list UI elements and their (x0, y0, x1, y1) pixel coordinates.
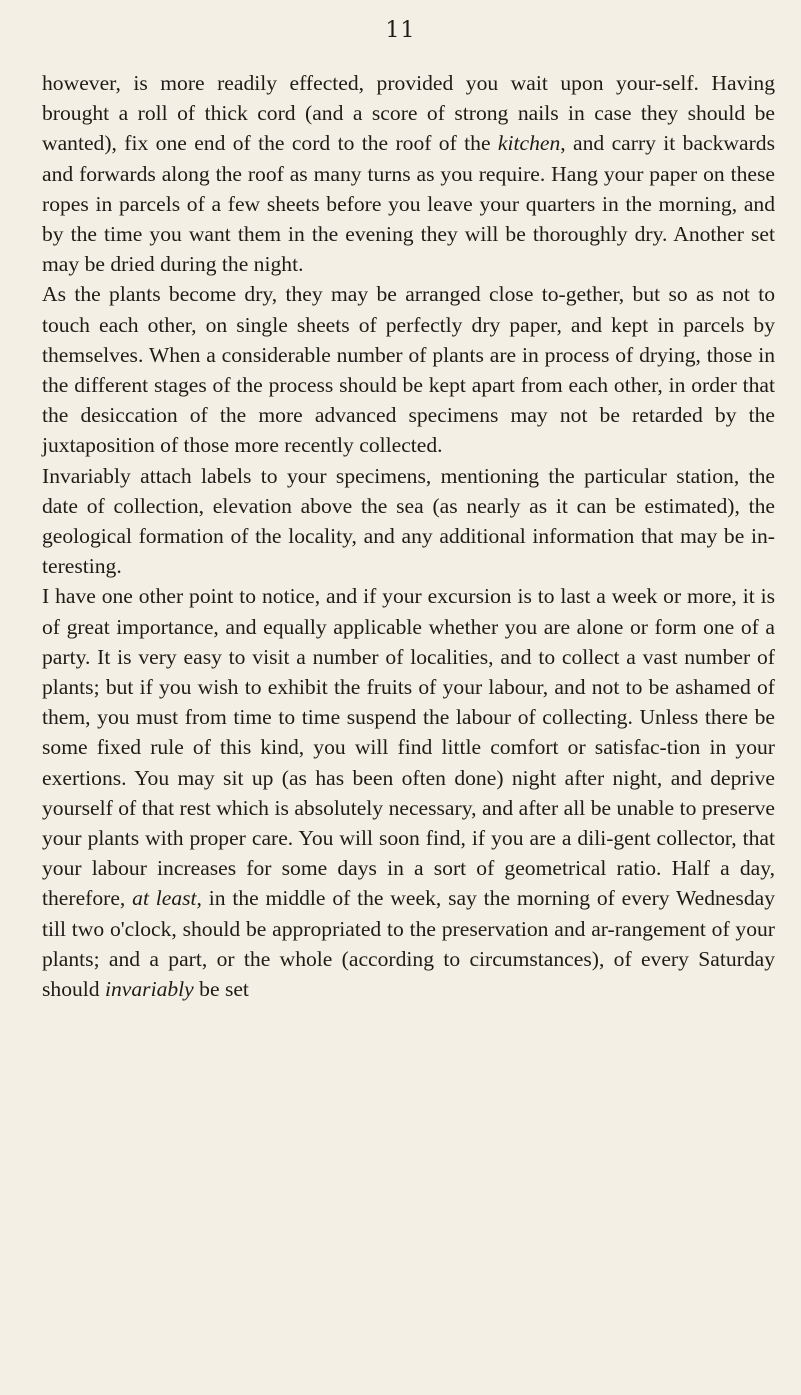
body-text (42, 68, 775, 1004)
paragraph-suspend-collecting (42, 581, 775, 1004)
text-span: , in the middle of the week, say the morning of every Wednesday till two o'clock, should be appropriated to the preservation and ar-rangement of your plants; and a part, or the whole (according to circumstances), of every Saturday should (42, 886, 776, 1002)
text-span: I have one other point to notice, and if your excursion is to last a week or more, it is of great importance, and equally applicable whether you are alone or form one of a party. It is very easy to visit a number of localities, and to collect a vast number of plants; but if you wish to exhibit the fruits of your labour, and not to be ashamed of them, you must from time to time suspend the labour of collecting. Unless there be some fixed rule of this kind, you will find little comfort or satisfac-tion in your exertions. You may sit up (as has been often done) night after night, and deprive yourself of that rest which is absolutely necessary, and after all be unable to preserve your plants with proper care. You will soon find, if you are a dili-gent collector, that your labour increases for some days in a sort of geometrical ratio. Half a day, therefore, (42, 584, 775, 911)
text-span: however, is more readily effected, provided you wait upon your-self. Having brought a roll of thick cord (and a score of strong nails in case they should be wanted), fix one end of the cord to the roof of the (42, 71, 775, 156)
italic-invariably: invariably (105, 977, 194, 1002)
page-number: 11 (385, 18, 416, 43)
italic-kitchen: kitchen (497, 131, 561, 156)
text-span: , and carry it backwards and forwards along the roof as many turns as you require. Hang your paper on these ropes in parcels of a few sheets before you leave your quarters in the morning, and by the time you want them in the evening they will be thoroughly dry. Another set may be dried during the night. (42, 131, 775, 277)
paragraph-arranging-plants (42, 279, 775, 460)
text-span: Invariably attach labels to your specimens, mentioning the particular station, the date of collection, elevation above the sea (as nearly as it can be estimated), the geological formation of the locality, and any additional information that may be in-teresting. (42, 463, 775, 579)
text-span: be set (193, 977, 249, 1002)
text-span: As the plants become dry, they may be arranged close to-gether, but so as not to touch each other, on single sheets of perfectly dry paper, and kept in parcels by themselves. When a considerable number of plants are in process of drying, those in the different stages of the process should be kept apart from each other, in order that the desiccation of the more advanced specimens may not be retarded by the juxtaposition of those more recently collected. (42, 282, 775, 458)
italic-at-least: at least (132, 886, 197, 911)
paragraph-labels (42, 461, 775, 582)
paragraph-drying-ropes (42, 68, 775, 279)
